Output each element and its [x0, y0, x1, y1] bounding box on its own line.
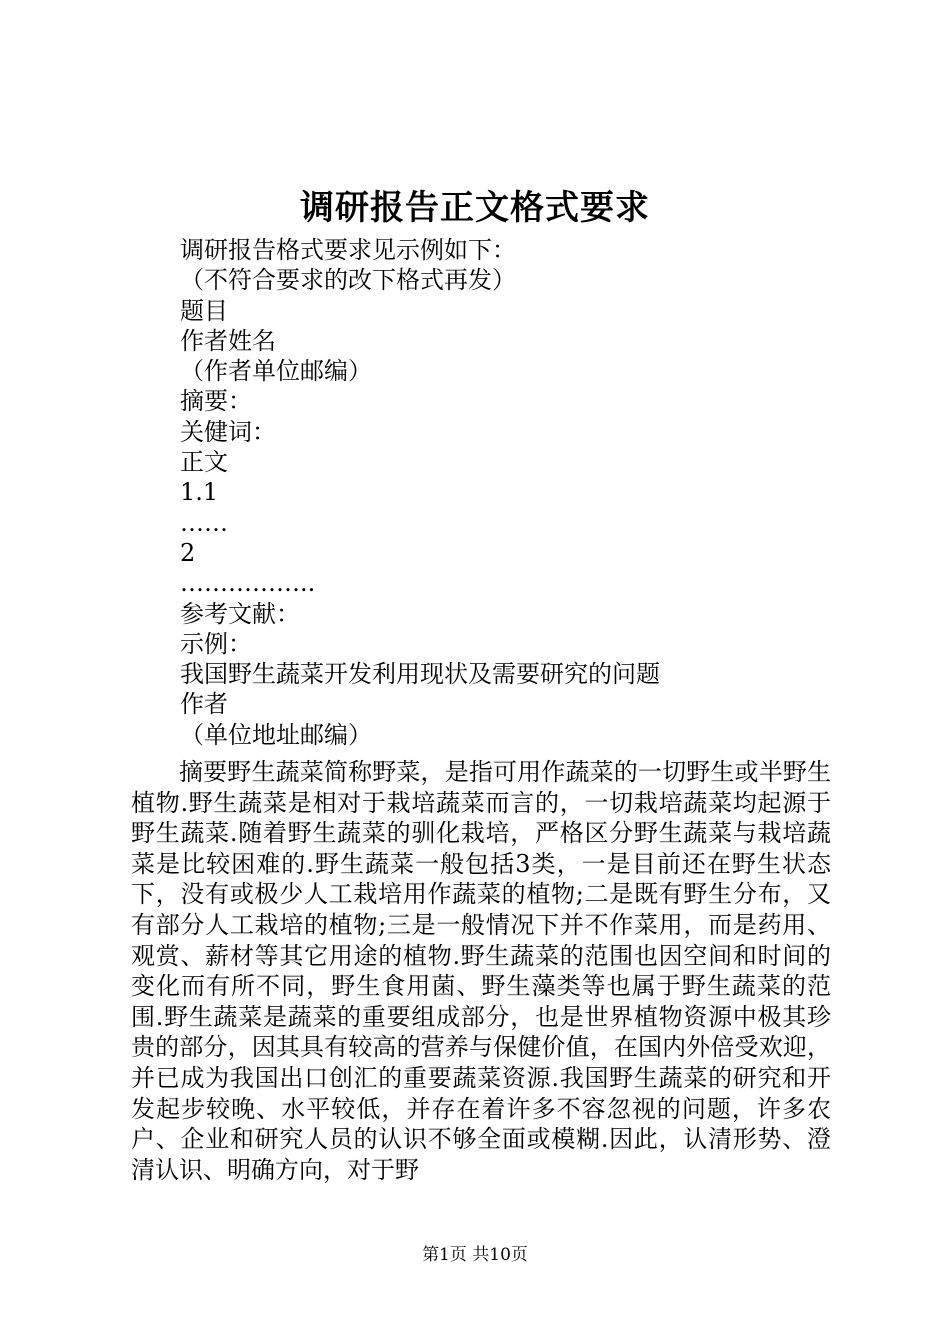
text-line-author-unit: （作者单位邮编）	[180, 357, 372, 386]
text-line-example-author: 作者	[180, 690, 228, 719]
abstract-paragraph: 摘要野生蔬菜简称野菜，是指可用作蔬菜的一切野生或半野生植物.野生蔬菜是相对于栽培蔬菜而言的，一切栽培蔬菜均起源于野生蔬菜.随着野生蔬菜的驯化栽培，严格区分野生蔬菜与栽培蔬菜是比较困难的.野生蔬菜一般包括3类，一是目前还在野生状态下，没有或极少人工栽培用作蔬菜的植物;二是既有野生分布，又有部分人工栽培的植物;三是一般情况下并不作菜用，而是药用、观赏、薪材等其它用途的植物.野生蔬菜的范围也因空间和时间的变化而有所不同，野生食用菌、野生藻类等也属于野生蔬菜的范围.野生蔬菜是蔬菜的重要组成部分，也是世界植物资源中极其珍贵的部分，因其具有较高的营养与保健价值，在国内外倍受欢迎，并已成为我国出口创汇的重要蔬菜资源.我国野生蔬菜的研究和开发起步较晚、水平较低，并存在着许多不容忽视的问题，许多农户、企业和研究人员的认识不够全面或模糊.因此，认清形势、澄清认识、明确方向，对于野	[131, 758, 831, 1184]
text-line-example-unit: （单位地址邮编）	[180, 720, 372, 749]
format-requirements-list	[180, 235, 880, 750]
text-line-note: （不符合要求的改下格式再发）	[180, 266, 516, 295]
text-line-intro: 调研报告格式要求见示例如下：	[180, 236, 516, 264]
text-line-body-label: 正文	[180, 448, 228, 477]
text-line-ellipsis: ……	[180, 508, 228, 537]
document-title: 调研报告正文格式要求	[300, 188, 650, 228]
text-line-title: 题目	[180, 296, 228, 325]
text-line-author-name: 作者姓名	[180, 326, 276, 355]
page-footer: 第1页 共10页	[422, 1245, 528, 1265]
text-line-abstract: 摘要：	[180, 387, 252, 416]
text-line-long-ellipsis: ……………..	[180, 569, 316, 598]
text-line-section-2: 2	[180, 538, 196, 567]
text-line-keywords: 关健词：	[180, 417, 276, 446]
text-line-references: 参考文献：	[180, 599, 300, 628]
text-line-section-1-1: 1.1	[180, 478, 219, 507]
text-line-example-title: 我国野生蔬菜开发利用现状及需要研究的问题	[180, 660, 660, 689]
text-line-example: 示例：	[180, 629, 252, 658]
